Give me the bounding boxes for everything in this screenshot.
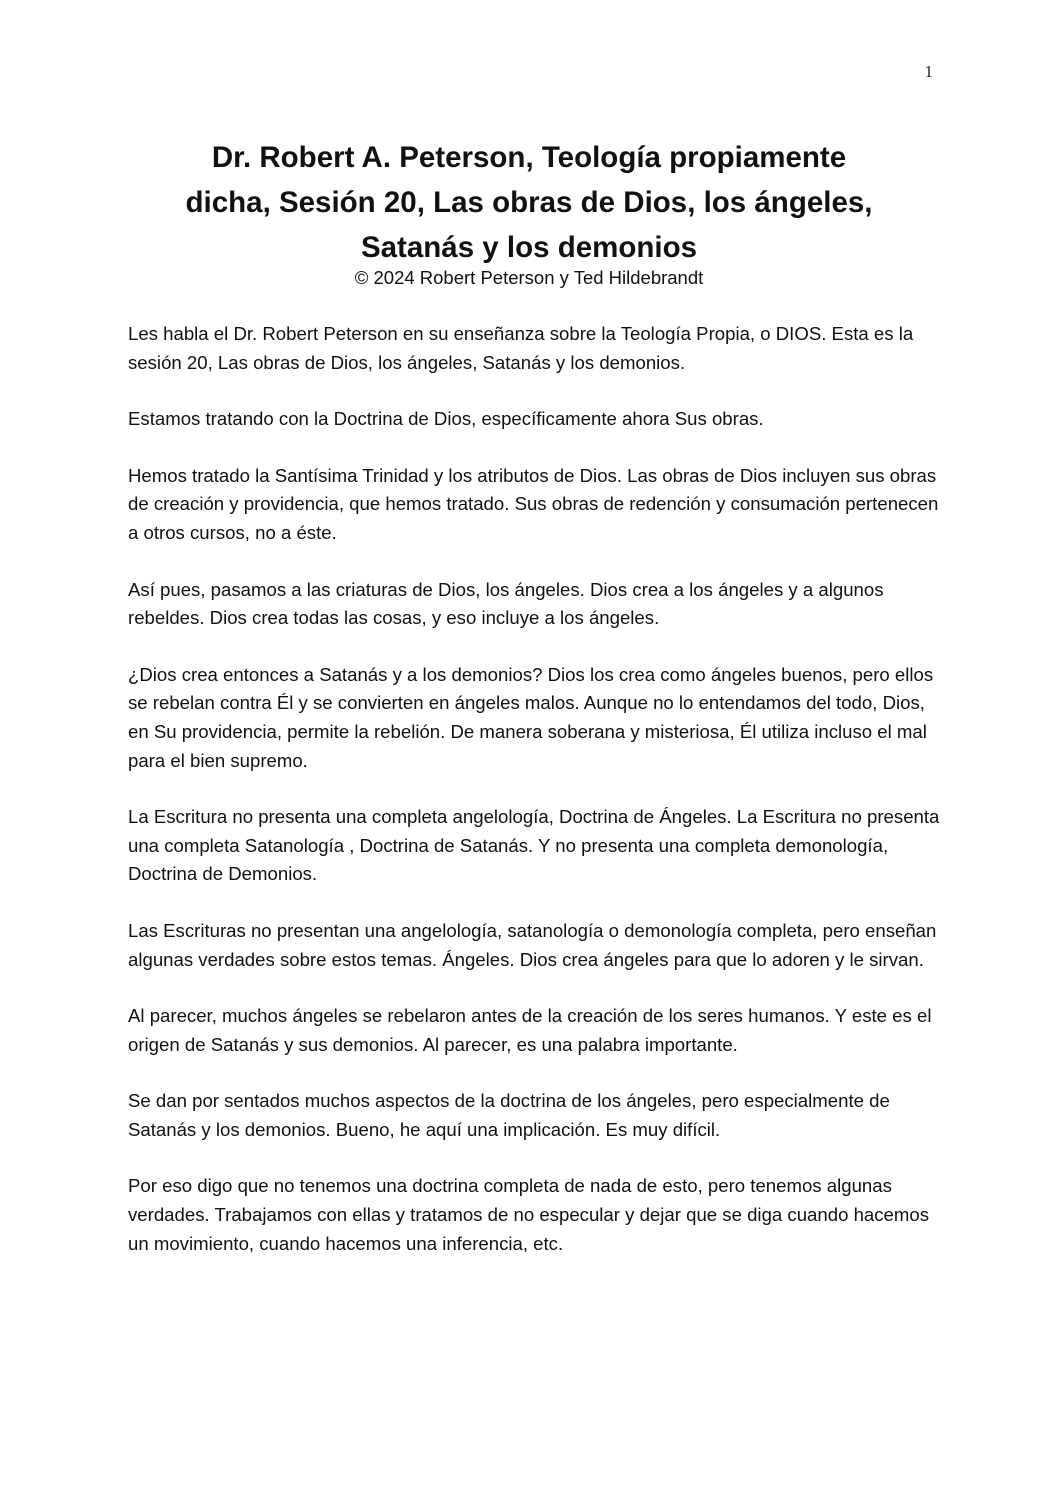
page-number: 1 bbox=[924, 62, 933, 81]
paragraph: Así pues, pasamos a las criaturas de Dios, los ángeles. Dios crea a los ángeles y a algunos rebeldes. Dios crea todas las cosas, y eso incluye a los ángeles. bbox=[128, 578, 884, 629]
paragraph: Estamos tratando con la Doctrina de Dios, específicamente ahora Sus obras. bbox=[128, 408, 764, 430]
title-line: Dr. Robert A. Peterson, Teología propiamente bbox=[211, 141, 847, 174]
paragraph: La Escritura no presenta una completa angelología, Doctrina de Ángeles. La Escritura no presenta una completa Satanología , Doctrina de Satanás. Y no presenta una completa demonología, Doctrina de Demonios. bbox=[128, 806, 940, 885]
title-line: dicha, Sesión 20, Las obras de Dios, los ángeles, bbox=[185, 186, 873, 219]
paragraph: Se dan por sentados muchos aspectos de la doctrina de los ángeles, pero especialmente de Satanás y los demonios. Bueno, he aquí una implicación. Es muy difícil. bbox=[128, 1090, 890, 1140]
document-title bbox=[128, 135, 930, 270]
document-body bbox=[128, 320, 943, 1286]
paragraph: Las Escrituras no presentan una angelología, satanología o demonología completa, pero enseñan algunas verdades sobre estos temas. Ángeles. Dios crea ángeles para que lo adoren y le sirvan. bbox=[128, 919, 937, 970]
title-line: Satanás y los demonios bbox=[360, 231, 698, 264]
paragraph: Hemos tratado la Santísima Trinidad y los atributos de Dios. Las obras de Dios incluyen sus obras de creación y providencia, que hemos tratado. Sus obras de redención y consumación pertenecen a otros cursos, no a éste. bbox=[128, 464, 939, 543]
title-block bbox=[128, 135, 930, 292]
paragraph: Al parecer, muchos ángeles se rebelaron antes de la creación de los seres humanos. Y este es el origen de Satanás y sus demonios. Al parecer, es una palabra importante. bbox=[128, 1005, 932, 1055]
paragraph: Les habla el Dr. Robert Peterson en su enseñanza sobre la Teología Propia, o DIOS. Esta es la sesión 20, Las obras de Dios, los ángeles, Satanás y los demonios. bbox=[128, 323, 914, 373]
paragraph: Por eso digo que no tenemos una doctrina completa de nada de esto, pero tenemos algunas verdades. Trabajamos con ellas y tratamos de no especular y dejar que se diga cuando hacemos un movimiento, cuando hacemos una inferencia, etc. bbox=[128, 1175, 930, 1254]
paragraph: ¿Dios crea entonces a Satanás y a los demonios? Dios los crea como ángeles buenos, pero ellos se rebelan contra Él y se convierten en ángeles malos. Aunque no lo entendamos del todo, Dios, en Su providencia, permite la rebelión. De manera soberana y misteriosa, Él utiliza incluso el mal para el bien supremo. bbox=[128, 663, 934, 771]
copyright-notice: © 2024 Robert Peterson y Ted Hildebrandt bbox=[354, 267, 704, 288]
